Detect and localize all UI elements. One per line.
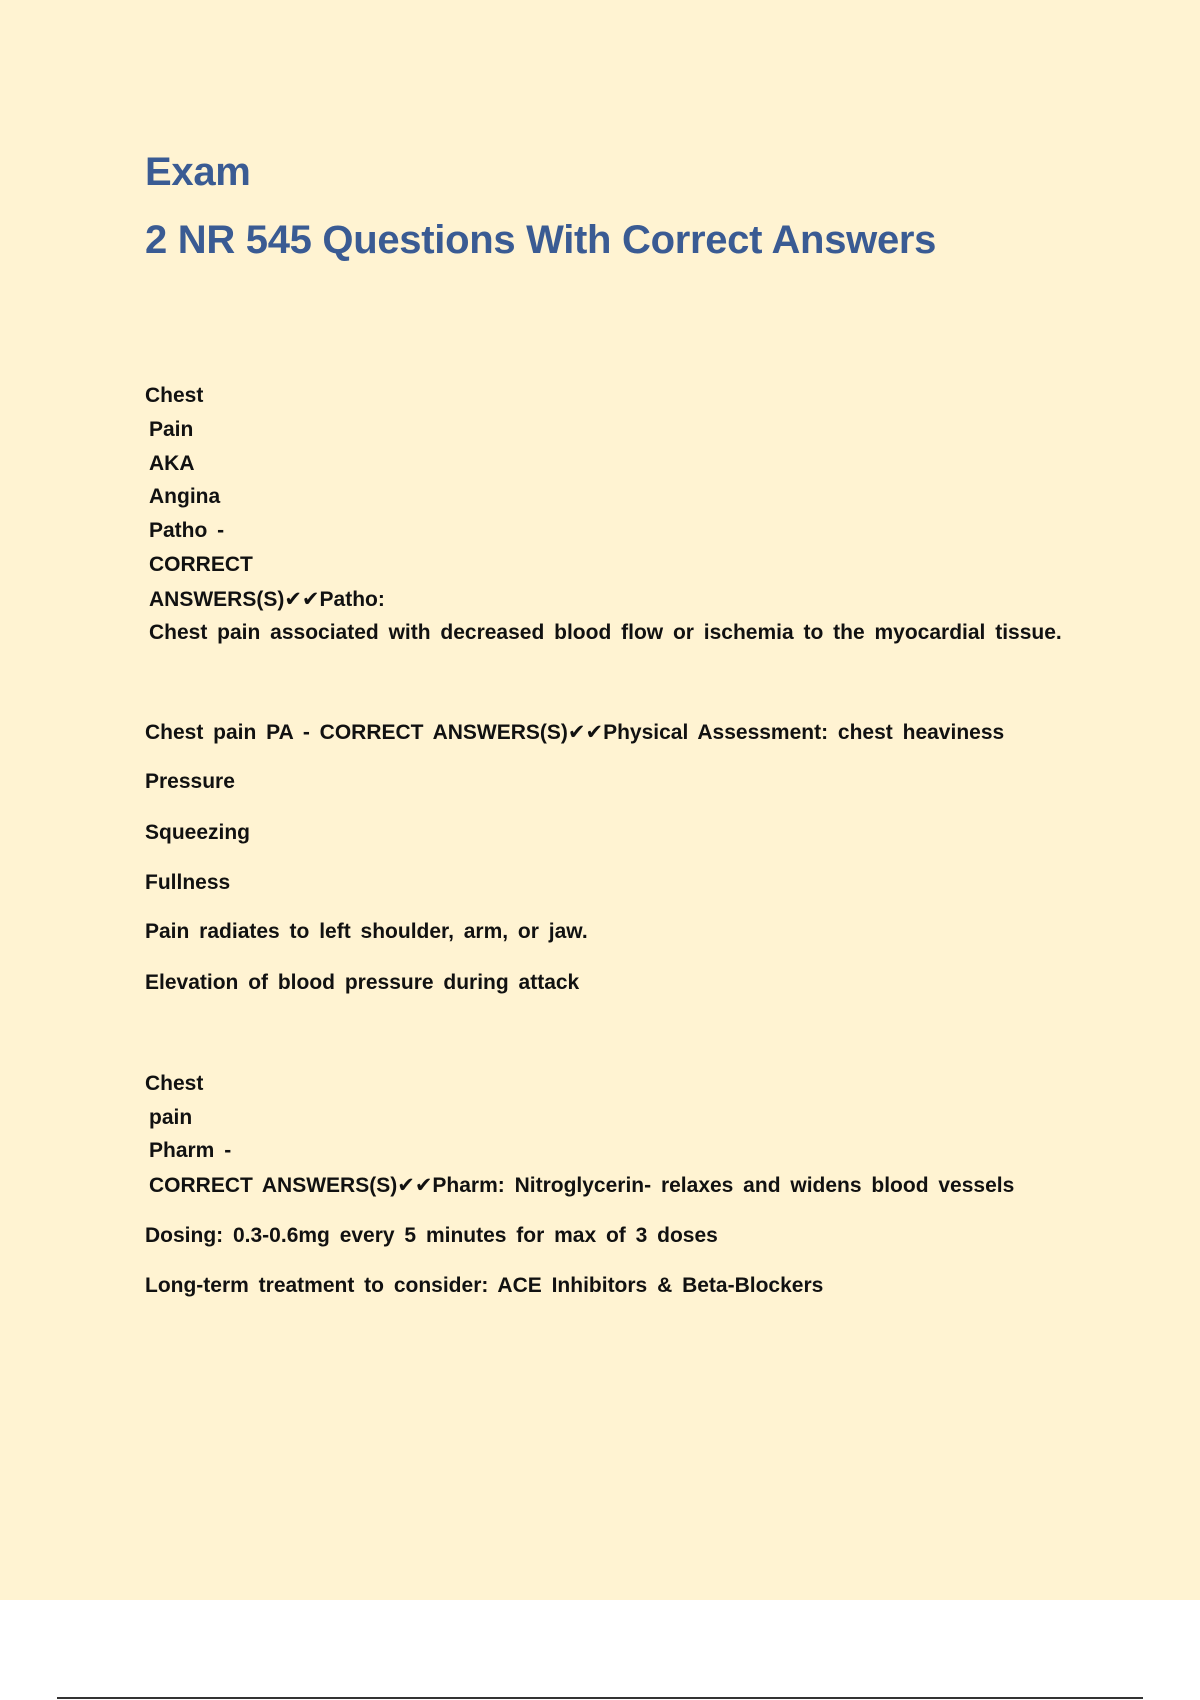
q2-line-3: Squeezing [145,821,251,844]
q1-answer: Chest pain associated with decreased blood flow or ischemia to the myocardial tissue. [149,621,1062,644]
q1-line-2: Pain [149,418,194,441]
document-title-line-2: 2 NR 545 Questions With Correct Answers [145,218,937,262]
q2-line-4: Fullness [145,871,231,894]
q2-line-6: Elevation of blood pressure during attack [145,971,580,994]
q3-line-1: Chest [145,1072,204,1095]
q1-line-6: CORRECT [149,553,253,576]
page-divider [57,1697,1143,1699]
document-title-line-1: Exam [145,150,251,194]
q1-line-1: Chest [145,384,204,407]
q1-line-3: AKA [149,452,195,475]
q1-line-7: ANSWERS(S)✔✔Patho: [149,588,385,611]
q3-line-3: Pharm - [149,1139,232,1162]
q1-line-5: Patho - [149,519,225,542]
q3-line-2: pain [149,1106,193,1129]
q2-line-5: Pain radiates to left shoulder, arm, or jaw. [145,920,588,943]
q3-line-5: Dosing: 0.3-0.6mg every 5 minutes for max of 3 doses [145,1224,718,1247]
q1-line-4: Angina [149,485,221,508]
q2-line-2: Pressure [145,770,235,793]
q2-line-1: Chest pain PA - CORRECT ANSWERS(S)✔✔Physical Assessment: chest heaviness [145,721,1005,744]
q3-line-6: Long-term treatment to consider: ACE Inhibitors & Beta-Blockers [145,1274,824,1297]
q3-line-4: CORRECT ANSWERS(S)✔✔Pharm: Nitroglycerin- relaxes and widens blood vessels [149,1174,1015,1197]
